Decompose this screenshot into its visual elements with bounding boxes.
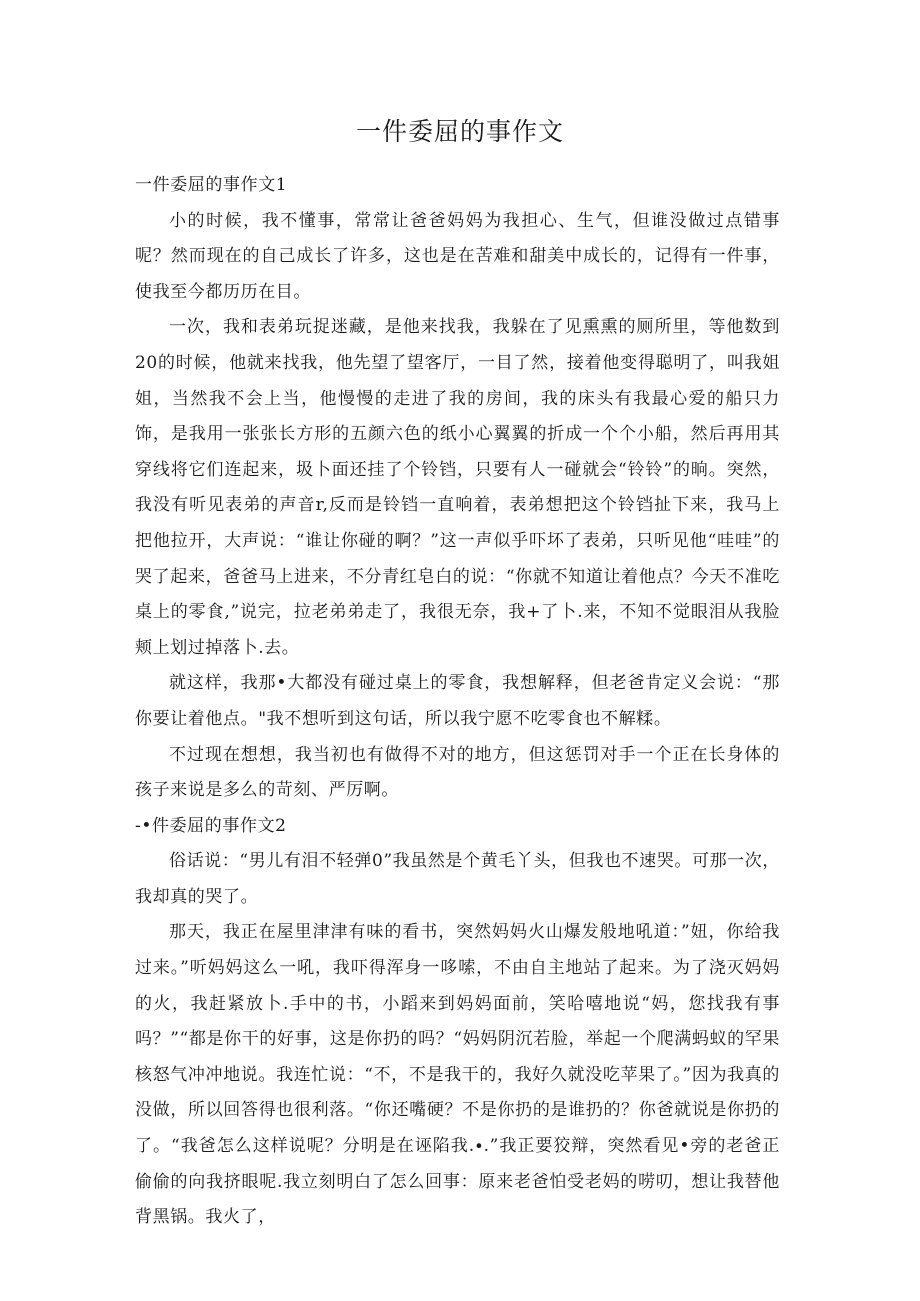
section-heading: -•件委屈的事作文2: [135, 815, 287, 836]
paragraph: 一次，我和表弟玩捉迷藏，是他来找我，我躲在了见熏熏的厕所里，等他数到20的时候，他就来找我，他先望了望客厅，一目了然，接着他变得聪明了，叫我姐姐，当然我不会上当，他慢慢的走进了我的房间，我的床头有我最心爱的船只力饰，是我用一张张长方形的五颜六色的纸小心翼翼的折成一个个小船，然后再用其穿线将它们连起来，圾卜面还挂了个铃铛，只要有人一碰就会“铃铃”的晌。突然，我没有听见表弟的声音r,反而是铃铛一直响着，表弟想把这个铃铛扯下来，我马上把他拉开，大声说：“谁让你碰的啊？”这一声似乎吓坏了表弟，只听见他“哇哇”的哭了起来，爸爸马上进来，不分青红皂白的说：“你就不知道让着他点？今天不准吃桌上的零食,”说完，拉老弟弟走了，我很无奈，我+了卜.来，不知不觉眼泪从我脸颊上划过掉落卜.去。: [135, 317, 780, 658]
paragraph: 俗话说：“男儿有泪不轻弹0”我虽然是个黄毛丫头，但我也不速哭。可那一次，我却真的哭了。: [135, 851, 780, 907]
document-body: [135, 168, 780, 1236]
paragraph: 那天，我正在屋里津津有味的看书，突然妈妈火山爆发般地吼道：”妞，你给我过来。”听妈妈这么一吼，我吓得浑身一哆嗦，不由自主地站了起来。为了浇灭妈妈的火，我赶紧放卜.手中的书，小蹈来到妈妈面前，笑哈嘻地说“妈，您找我有事吗？”“都是你干的好事，这是你扔的吗？“妈妈阴沉若脸，举起一个爬满蚂蚁的罕果核怒气冲冲地说。我连忙说：“不，不是我干的，我好久就没吃苹果了。”因为我真的没做，所以回答得也很利落。“你还嘴硬？不是你扔的是谁扔的？你爸就说是你扔的了。“我爸怎么这样说呢？分明是在诬陷我.∙.”我正要狡辩，突然看见•旁的老爸正偷偷的向我挤眼呢.我立刻明白了怎么回事：原来老爸怕受老妈的唠叨，想让我替他背黑锅。我火了，: [135, 922, 780, 1228]
paragraph: 不过现在想想，我当初也有做得不对的地方，但这惩罚对手一个正在长身体的孩子来说是多么的苛刻、严厉啊。: [135, 744, 780, 801]
section-heading: 一件委屈的事作文1: [135, 175, 288, 195]
paragraph: 小的时候，我不懂事，常常让爸爸妈妈为我担心、生气，但谁没做过点错事呢？然而现在的自己成长了许多，这也是在苦难和甜美中成长的，记得有一件事，使我至今都历历在目。: [135, 210, 780, 302]
document-title: 一件委屈的事作文: [355, 117, 564, 146]
paragraph: 就这样，我那•大都没有碰过桌上的零食，我想解释，但老爸肯定义会说：“那你要让着他点。"我不想听到这句话，所以我宁愿不吃零食也不解糅。: [135, 673, 780, 729]
